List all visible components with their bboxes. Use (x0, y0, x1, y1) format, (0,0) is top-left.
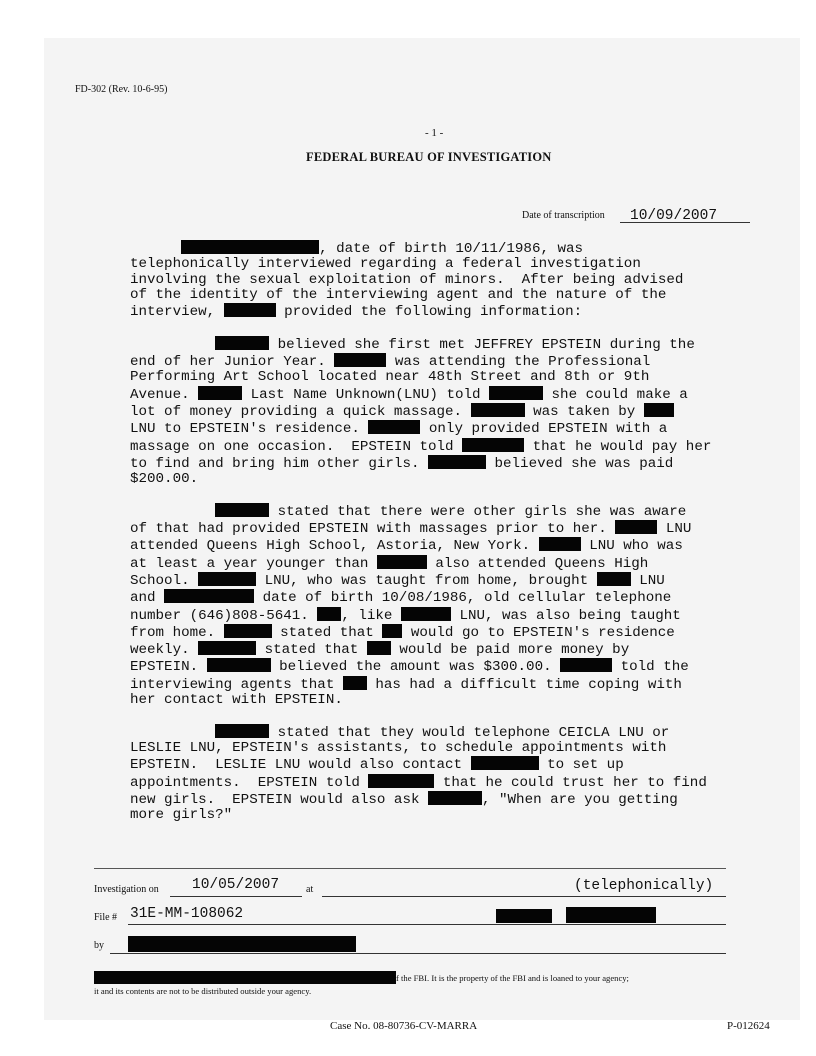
redaction (128, 936, 356, 952)
investigation-date: 10/05/2007 (192, 877, 280, 893)
redaction (368, 420, 420, 434)
interview-body (130, 240, 740, 839)
redaction (462, 438, 524, 452)
redaction (94, 971, 396, 984)
redaction (368, 774, 434, 788)
redaction (343, 676, 367, 690)
redaction (566, 907, 656, 923)
redaction (215, 336, 269, 350)
redaction (471, 756, 539, 770)
redaction (198, 641, 256, 655)
footer-rule (94, 868, 726, 869)
redaction (198, 572, 256, 586)
redaction (215, 724, 269, 738)
redaction (367, 641, 391, 655)
paragraph-1: , date of birth 10/11/1986, was telephonically interviewed regarding a federal investigation involving the sexual exploitation of minors. After being advised of the identity of the interviewing agent and the nature of the interview, provided the following information: (130, 241, 684, 321)
file-label: File # (94, 912, 118, 923)
redaction (489, 386, 543, 400)
redaction (215, 503, 269, 517)
form-number: FD-302 (Rev. 10-6-95) (75, 84, 168, 95)
redaction (334, 353, 386, 367)
case-number: Case No. 08-80736-CV-MARRA (330, 1020, 478, 1032)
redaction (181, 240, 319, 254)
file-number: 31E-MM-108062 (130, 906, 244, 922)
location: (telephonically) (574, 878, 714, 894)
redaction (471, 403, 525, 417)
redaction (224, 624, 272, 638)
bates-number: P-012624 (727, 1020, 770, 1032)
redaction (224, 303, 276, 317)
redaction (496, 909, 552, 923)
redaction (560, 658, 612, 672)
at-label: at (306, 884, 314, 895)
page-number: - 1 - (425, 127, 444, 139)
paragraph-2: believed she first met JEFFREY EPSTEIN during the end of her Junior Year. was attending the Professional Performing Art School located near 48th Street and 8th or 9th Avenue. Last Name Unknown(LNU) told she could make a lot of money providing a quick massage. was taken by LNU to EPSTEIN's residence. only provided EPSTEIN with a massage on one occasion. EPSTEIN told that he would pay her to find and bring him other girls. believed she was paid $200.00. (130, 336, 712, 488)
redaction (382, 624, 402, 638)
redaction (377, 555, 427, 569)
redaction (644, 403, 674, 417)
redaction (615, 520, 657, 534)
paragraph-3: stated that there were other girls she was aware of that had provided EPSTEIN with massages prior to her. LNU attended Queens High School, Astoria, New York. LNU who was at least a year younger than also attended Queens High School. LNU, who was taught from home, brought LNU and date of birth 10/08/1986, old cellular telephone number (646)808-5641. , like LNU, was also being taught from home. stated that would go to EPSTEIN's residence weekly. stated that would be paid more money by EPSTEIN. believed the amount was $300.00. told the interviewing agents that has had a difficult time coping with her contact with EPSTEIN. (130, 503, 692, 709)
paragraph-4: stated that they would telephone CEICLA LNU or LESLIE LNU, EPSTEIN's assistants, to schedule appointments with EPSTEIN. LESLIE LNU would also contact to set up appointments. EPSTEIN told that he could trust her to find new girls. EPSTEIN would also ask , "When are you getting more girls?" (130, 724, 707, 824)
redaction (317, 607, 341, 621)
redaction (428, 791, 482, 805)
transcription-label: Date of transcription (522, 210, 605, 221)
redaction (597, 572, 631, 586)
by-label: by (94, 940, 104, 951)
redaction (207, 658, 271, 672)
redaction (428, 455, 486, 469)
notice-line-1: f the FBI. It is the property of the FBI and is loaned to your agency; (396, 973, 629, 983)
agency-title: FEDERAL BUREAU OF INVESTIGATION (306, 150, 552, 164)
redaction (164, 589, 254, 603)
redaction (401, 607, 451, 621)
notice-line-2: it and its contents are not to be distributed outside your agency. (94, 986, 312, 996)
investigation-label: Investigation on (94, 884, 159, 895)
redaction (198, 386, 242, 400)
redaction (539, 537, 581, 551)
transcription-date: 10/09/2007 (630, 208, 718, 224)
